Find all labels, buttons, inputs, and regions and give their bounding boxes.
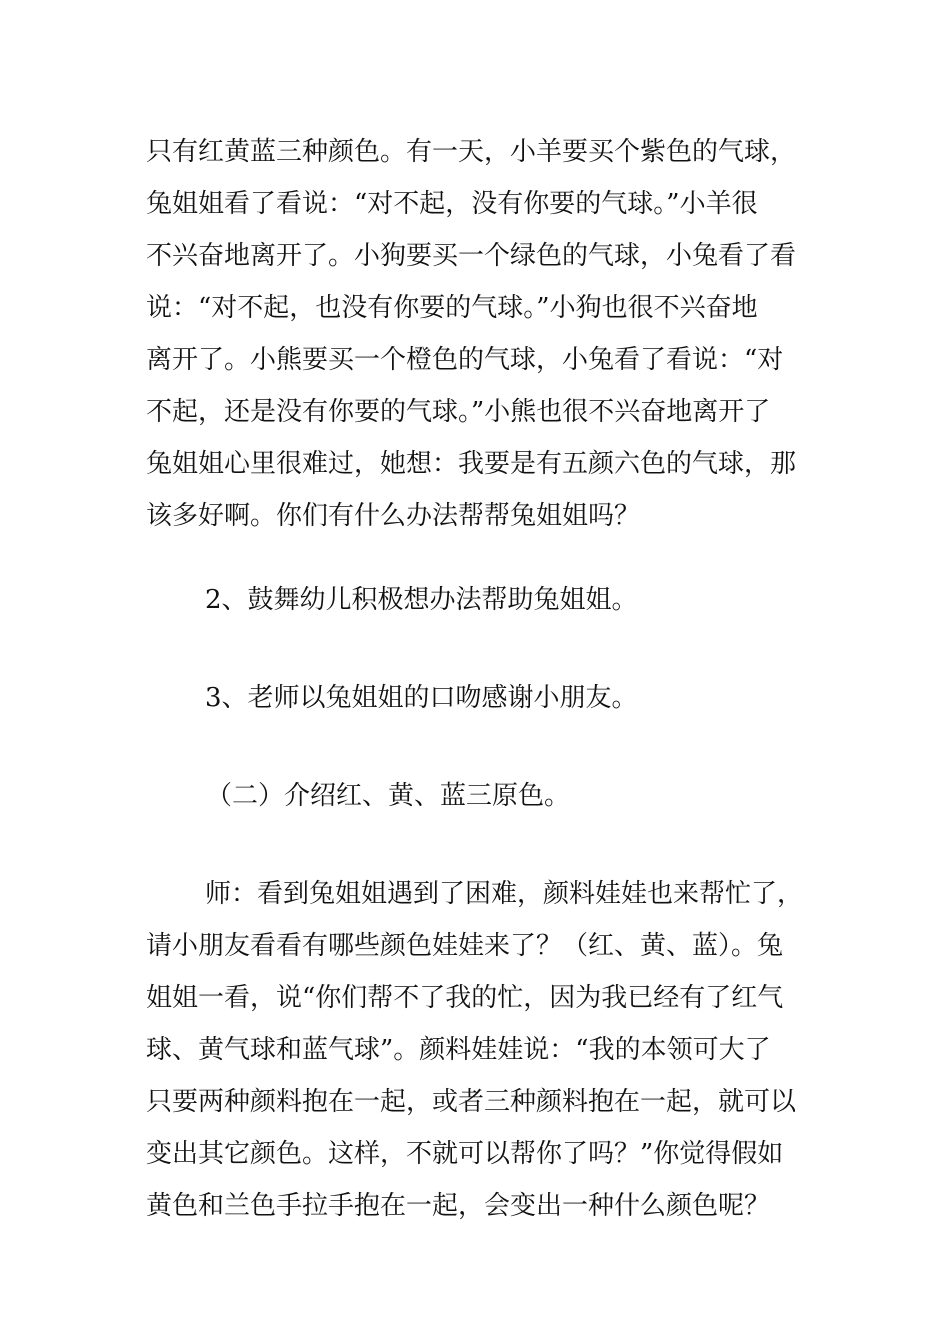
text-line: 说：“对不起，也没有你要的气球。”小狗也很不兴奋地 [146,293,758,323]
text-line: 师：看到兔姐姐遇到了困难，颜料娃娃也来帮忙了， [205,879,804,909]
text-line: 不兴奋地离开了。小狗要买一个绿色的气球，小兔看了看 [146,241,797,271]
text-line: 不起，还是没有你要的气球。”小熊也很不兴奋地离开了 [146,397,771,427]
text-line: 兔姐姐心里很难过，她想：我要是有五颜六色的气球，那 [146,449,797,479]
text-line: 离开了。小熊要买一个橙色的气球，小兔看了看说：“对 [146,345,784,375]
text-line: 只要两种颜料抱在一起，或者三种颜料抱在一起，就可以 [146,1087,797,1117]
text-line: 姐姐一看，说“你们帮不了我的忙，因为我已经有了红气 [146,983,784,1013]
text-line: 请小朋友看看有哪些颜色娃娃来了？（红、黄、蓝）。兔 [146,931,784,961]
list-item: 2、鼓舞幼儿积极想办法帮助兔姐姐。 [205,585,638,615]
text-line: 黄色和兰色手拉手抱在一起，会变出一种什么颜色呢？ [146,1191,771,1221]
text-line: 该多好啊。你们有什么办法帮帮兔姐姐吗？ [146,501,641,531]
list-item: 3、老师以兔姐姐的口吻感谢小朋友。 [205,683,638,713]
text-line: 只有红黄蓝三种颜色。有一天，小羊要买个紫色的气球， [146,137,797,167]
text-line: 兔姐姐看了看说：“对不起，没有你要的气球。”小羊很 [146,189,758,219]
text-line: 球、黄气球和蓝气球”。颜料娃娃说：“我的本领可大了 [146,1035,771,1065]
text-line: 变出其它颜色。这样，不就可以帮你了吗？”你觉得假如 [146,1139,784,1169]
section-heading: （二）介绍红、黄、蓝三原色。 [206,781,571,811]
